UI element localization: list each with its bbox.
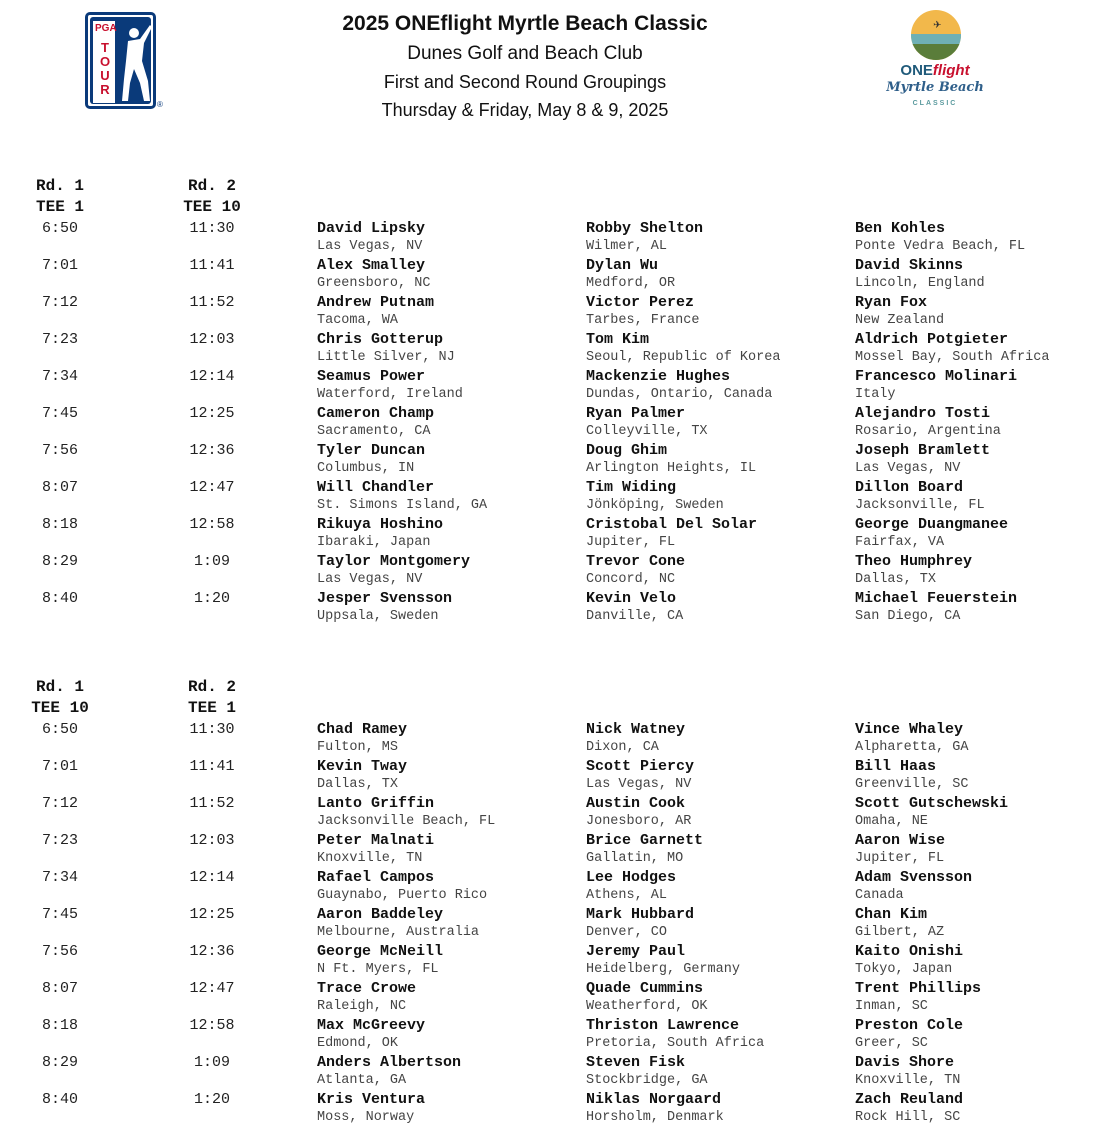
rd1-tee-time: 8:40 bbox=[41, 1091, 78, 1108]
rd1-tee-time: 7:45 bbox=[41, 906, 78, 923]
player-entry bbox=[586, 1091, 851, 1127]
player-entry bbox=[586, 368, 851, 404]
player-name: Chris Gotterup bbox=[317, 331, 444, 348]
player-hometown: Las Vegas, NV bbox=[317, 239, 423, 254]
player-entry bbox=[855, 795, 1095, 831]
player-name: Lee Hodges bbox=[586, 869, 677, 886]
player-name: Seamus Power bbox=[317, 368, 426, 385]
group-row bbox=[0, 869, 1095, 906]
player-entry bbox=[855, 1054, 1095, 1090]
player-hometown: Heidelberg, Germany bbox=[586, 962, 740, 977]
venue-name: Dunes Golf and Beach Club bbox=[407, 43, 643, 64]
player-entry bbox=[317, 721, 582, 757]
player-name: Rikuya Hoshino bbox=[317, 516, 444, 533]
rd1-tee-time: 7:01 bbox=[41, 257, 78, 274]
player-hometown: Moss, Norway bbox=[317, 1110, 415, 1125]
player-name: Scott Gutschewski bbox=[855, 795, 1009, 812]
player-name: Aaron Wise bbox=[855, 832, 946, 849]
group-row bbox=[0, 516, 1095, 553]
player-name: Ryan Palmer bbox=[586, 405, 686, 422]
rd2-tee-time: 12:58 bbox=[189, 1017, 235, 1034]
player-hometown: Little Silver, NJ bbox=[317, 350, 455, 365]
group-row bbox=[0, 906, 1095, 943]
group-row bbox=[0, 758, 1095, 795]
oneflight-classic: CLASSIC bbox=[912, 100, 958, 107]
player-entry bbox=[586, 832, 851, 868]
player-hometown: San Diego, CA bbox=[855, 609, 961, 624]
rd2-tee-time: 1:09 bbox=[193, 1054, 230, 1071]
player-name: Jeremy Paul bbox=[586, 943, 686, 960]
rd1-tee-time: 8:07 bbox=[41, 980, 78, 997]
rd2-tee-time: 11:52 bbox=[189, 795, 235, 812]
player-name: Zach Reuland bbox=[855, 1091, 964, 1108]
player-name: David Skinns bbox=[855, 257, 964, 274]
rd2-tee-time: 1:09 bbox=[193, 553, 230, 570]
player-hometown: Omaha, NE bbox=[855, 814, 928, 829]
player-name: Brice Garnett bbox=[586, 832, 704, 849]
player-entry bbox=[855, 721, 1095, 757]
round-description: First and Second Round Groupings bbox=[383, 72, 667, 92]
player-hometown: Las Vegas, NV bbox=[586, 777, 692, 792]
player-name: Taylor Montgomery bbox=[317, 553, 471, 570]
player-entry bbox=[855, 906, 1095, 942]
group-row bbox=[0, 257, 1095, 294]
event-dates: Thursday & Friday, May 8 & 9, 2025 bbox=[381, 100, 669, 120]
player-entry bbox=[317, 368, 582, 404]
player-hometown: Dallas, TX bbox=[317, 777, 399, 792]
player-entry bbox=[855, 257, 1095, 293]
group-row bbox=[0, 331, 1095, 368]
player-entry bbox=[586, 943, 851, 979]
player-hometown: St. Simons Island, GA bbox=[317, 498, 488, 513]
player-entry bbox=[855, 294, 1095, 330]
group-row bbox=[0, 553, 1095, 590]
player-entry bbox=[586, 553, 851, 589]
group-row bbox=[0, 1017, 1095, 1054]
player-entry bbox=[855, 590, 1095, 626]
player-entry bbox=[317, 590, 582, 626]
player-hometown: Inman, SC bbox=[855, 999, 928, 1014]
player-name: Niklas Norgaard bbox=[586, 1091, 722, 1108]
player-name: Chad Ramey bbox=[317, 721, 408, 738]
player-name: Aldrich Potgieter bbox=[855, 331, 1009, 348]
rd2-tee: TEE 1 bbox=[187, 699, 236, 717]
rd2-tee: TEE 10 bbox=[183, 198, 241, 216]
player-hometown: Uppsala, Sweden bbox=[317, 609, 439, 624]
player-entry bbox=[586, 721, 851, 757]
player-hometown: Rosario, Argentina bbox=[855, 424, 1001, 439]
player-hometown: Canada bbox=[855, 888, 904, 903]
player-hometown: Gilbert, AZ bbox=[855, 925, 945, 940]
rd1-tee-time: 7:34 bbox=[41, 368, 78, 385]
player-name: Chan Kim bbox=[855, 906, 928, 923]
group-row bbox=[0, 405, 1095, 442]
player-entry bbox=[317, 758, 582, 794]
player-hometown: Las Vegas, NV bbox=[317, 572, 423, 587]
player-entry bbox=[317, 294, 582, 330]
player-entry bbox=[855, 553, 1095, 589]
player-entry bbox=[317, 553, 582, 589]
group-row bbox=[0, 943, 1095, 980]
player-hometown: Jupiter, FL bbox=[855, 851, 945, 866]
player-name: Scott Piercy bbox=[586, 758, 695, 775]
player-name: Aaron Baddeley bbox=[317, 906, 444, 923]
player-hometown: Columbus, IN bbox=[317, 461, 415, 476]
player-entry bbox=[586, 869, 851, 905]
player-entry bbox=[586, 1054, 851, 1090]
player-entry bbox=[855, 980, 1095, 1016]
player-hometown: N Ft. Myers, FL bbox=[317, 962, 439, 977]
rd2-tee-time: 11:30 bbox=[189, 721, 235, 738]
pga-tour-logo bbox=[85, 12, 156, 109]
rd2-tee-time: 12:36 bbox=[189, 943, 235, 960]
rd1-tee-time: 7:01 bbox=[41, 758, 78, 775]
player-entry bbox=[586, 294, 851, 330]
player-name: Nick Watney bbox=[586, 721, 686, 738]
rd1-tee-time: 7:34 bbox=[41, 869, 78, 886]
player-name: Trent Phillips bbox=[855, 980, 982, 997]
player-entry bbox=[317, 220, 582, 256]
player-hometown: Alpharetta, GA bbox=[855, 740, 969, 755]
rd1-tee-time: 7:12 bbox=[41, 795, 78, 812]
player-entry bbox=[855, 869, 1095, 905]
rd2-tee-time: 1:20 bbox=[193, 1091, 230, 1108]
player-entry bbox=[317, 257, 582, 293]
player-name: Andrew Putnam bbox=[317, 294, 435, 311]
player-hometown: Jönköping, Sweden bbox=[586, 498, 724, 513]
player-hometown: Greer, SC bbox=[855, 1036, 928, 1051]
player-hometown: Atlanta, GA bbox=[317, 1073, 407, 1088]
player-hometown: Medford, OR bbox=[586, 276, 676, 291]
player-name: Trace Crowe bbox=[317, 980, 417, 997]
player-name: Rafael Campos bbox=[317, 869, 435, 886]
player-hometown: Tokyo, Japan bbox=[855, 962, 953, 977]
player-name: George Duangmanee bbox=[855, 516, 1009, 533]
rd1-tee-time: 7:45 bbox=[41, 405, 78, 422]
player-hometown: Ponte Vedra Beach, FL bbox=[855, 239, 1026, 254]
player-hometown: Jacksonville Beach, FL bbox=[317, 814, 496, 829]
player-name: Tyler Duncan bbox=[317, 442, 426, 459]
rd2-tee-time: 12:47 bbox=[189, 479, 235, 496]
player-hometown: Fulton, MS bbox=[317, 740, 399, 755]
rd2-tee-time: 11:52 bbox=[189, 294, 235, 311]
group-row bbox=[0, 795, 1095, 832]
player-name: Kevin Velo bbox=[586, 590, 677, 607]
rd1-tee-time: 7:23 bbox=[41, 331, 78, 348]
player-hometown: Wilmer, AL bbox=[586, 239, 668, 254]
rd2-tee-time: 12:14 bbox=[189, 368, 235, 385]
oneflight-logo bbox=[885, 10, 985, 115]
player-name: Mark Hubbard bbox=[586, 906, 695, 923]
player-entry bbox=[317, 906, 582, 942]
rd2-label: Rd. 2 bbox=[187, 177, 236, 195]
player-entry bbox=[855, 758, 1095, 794]
rd2-tee-time: 12:36 bbox=[189, 442, 235, 459]
rd2-tee-time: 12:25 bbox=[189, 405, 235, 422]
player-entry bbox=[317, 1054, 582, 1090]
player-hometown: New Zealand bbox=[855, 313, 945, 328]
player-name: Kevin Tway bbox=[317, 758, 408, 775]
player-hometown: Denver, CO bbox=[586, 925, 668, 940]
player-entry bbox=[586, 257, 851, 293]
player-hometown: Raleigh, NC bbox=[317, 999, 407, 1014]
group-row bbox=[0, 832, 1095, 869]
player-name: Preston Cole bbox=[855, 1017, 964, 1034]
player-entry bbox=[855, 479, 1095, 515]
player-hometown: Fairfax, VA bbox=[855, 535, 945, 550]
player-entry bbox=[586, 405, 851, 441]
player-hometown: Dixon, CA bbox=[586, 740, 659, 755]
player-entry bbox=[317, 1091, 582, 1127]
player-entry bbox=[317, 795, 582, 831]
player-hometown: Rock Hill, SC bbox=[855, 1110, 961, 1125]
player-entry bbox=[586, 906, 851, 942]
rd1-tee-time: 7:12 bbox=[41, 294, 78, 311]
pga-logo-text: PGA bbox=[95, 23, 117, 34]
rd1-tee-time: 8:40 bbox=[41, 590, 78, 607]
player-hometown: Weatherford, OK bbox=[586, 999, 708, 1014]
player-name: Kris Ventura bbox=[317, 1091, 426, 1108]
oneflight-wordmark: ONEflight bbox=[900, 62, 970, 79]
player-hometown: Lincoln, England bbox=[855, 276, 985, 291]
player-name: Max McGreevy bbox=[317, 1017, 426, 1034]
player-name: Quade Cummins bbox=[586, 980, 704, 997]
rd1-tee-time: 7:56 bbox=[41, 943, 78, 960]
rd2-label: Rd. 2 bbox=[187, 678, 236, 696]
rd1-tee-time: 8:07 bbox=[41, 479, 78, 496]
player-entry bbox=[317, 331, 582, 367]
player-name: Vince Whaley bbox=[855, 721, 964, 738]
player-name: Peter Malnati bbox=[317, 832, 435, 849]
player-hometown: Las Vegas, NV bbox=[855, 461, 961, 476]
player-name: Robby Shelton bbox=[586, 220, 704, 237]
player-entry bbox=[317, 832, 582, 868]
player-entry bbox=[317, 980, 582, 1016]
group-row bbox=[0, 1091, 1095, 1128]
group-row bbox=[0, 479, 1095, 516]
player-name: Michael Feuerstein bbox=[855, 590, 1018, 607]
player-hometown: Arlington Heights, IL bbox=[586, 461, 757, 476]
player-hometown: Jupiter, FL bbox=[586, 535, 676, 550]
player-name: Lanto Griffin bbox=[317, 795, 435, 812]
player-entry bbox=[586, 1017, 851, 1053]
player-hometown: Tarbes, France bbox=[586, 313, 700, 328]
rd1-tee-time: 7:23 bbox=[41, 832, 78, 849]
player-name: Cameron Champ bbox=[317, 405, 435, 422]
player-name: Kaito Onishi bbox=[855, 943, 964, 960]
player-entry bbox=[317, 869, 582, 905]
page-title: 2025 ONEflight Myrtle Beach Classic bbox=[342, 12, 708, 35]
group-row bbox=[0, 590, 1095, 627]
player-name: David Lipsky bbox=[317, 220, 426, 237]
player-hometown: Danville, CA bbox=[586, 609, 684, 624]
player-name: Dylan Wu bbox=[586, 257, 659, 274]
player-name: Cristobal Del Solar bbox=[586, 516, 758, 533]
player-hometown: Ibaraki, Japan bbox=[317, 535, 431, 550]
player-hometown: Jonesboro, AR bbox=[586, 814, 692, 829]
player-name: Will Chandler bbox=[317, 479, 435, 496]
player-name: Thriston Lawrence bbox=[586, 1017, 740, 1034]
player-name: Theo Humphrey bbox=[855, 553, 973, 570]
player-entry bbox=[317, 943, 582, 979]
player-name: Jesper Svensson bbox=[317, 590, 453, 607]
player-name: Joseph Bramlett bbox=[855, 442, 991, 459]
player-entry bbox=[855, 943, 1095, 979]
group-row bbox=[0, 1054, 1095, 1091]
player-hometown: Greensboro, NC bbox=[317, 276, 431, 291]
player-hometown: Pretoria, South Africa bbox=[586, 1036, 765, 1051]
player-hometown: Tacoma, WA bbox=[317, 313, 399, 328]
player-hometown: Gallatin, MO bbox=[586, 851, 684, 866]
rd1-label: Rd. 1 bbox=[35, 177, 84, 195]
player-name: Davis Shore bbox=[855, 1054, 955, 1071]
rd1-tee-time: 7:56 bbox=[41, 442, 78, 459]
tour-logo-letters: T O U R bbox=[99, 40, 111, 97]
group-row bbox=[0, 980, 1095, 1017]
player-hometown: Greenville, SC bbox=[855, 777, 969, 792]
player-entry bbox=[855, 220, 1095, 256]
title-block bbox=[250, 8, 800, 124]
player-name: Austin Cook bbox=[586, 795, 686, 812]
player-entry bbox=[855, 516, 1095, 552]
player-name: George McNeill bbox=[317, 943, 444, 960]
player-name: Adam Svensson bbox=[855, 869, 973, 886]
player-name: Steven Fisk bbox=[586, 1054, 686, 1071]
page-header bbox=[0, 0, 1095, 140]
player-hometown: Horsholm, Denmark bbox=[586, 1110, 724, 1125]
player-hometown: Stockbridge, GA bbox=[586, 1073, 708, 1088]
player-entry bbox=[855, 1017, 1095, 1053]
player-entry bbox=[586, 442, 851, 478]
player-entry bbox=[586, 220, 851, 256]
player-hometown: Mossel Bay, South Africa bbox=[855, 350, 1050, 365]
rd2-tee-time: 12:25 bbox=[189, 906, 235, 923]
player-entry bbox=[586, 795, 851, 831]
rd1-tee-time: 8:18 bbox=[41, 1017, 78, 1034]
player-entry bbox=[855, 1091, 1095, 1127]
rd1-tee: TEE 1 bbox=[35, 198, 84, 216]
player-hometown: Seoul, Republic of Korea bbox=[586, 350, 781, 365]
player-entry bbox=[586, 590, 851, 626]
rd1-tee-time: 8:29 bbox=[41, 1054, 78, 1071]
player-entry bbox=[317, 479, 582, 515]
rd2-tee-time: 11:41 bbox=[189, 257, 235, 274]
player-hometown: Guaynabo, Puerto Rico bbox=[317, 888, 488, 903]
group-row bbox=[0, 368, 1095, 405]
player-hometown: Melbourne, Australia bbox=[317, 925, 480, 940]
player-hometown: Dundas, Ontario, Canada bbox=[586, 387, 773, 402]
player-name: Mackenzie Hughes bbox=[586, 368, 731, 385]
player-entry bbox=[855, 368, 1095, 404]
player-entry bbox=[317, 1017, 582, 1053]
rd1-tee: TEE 10 bbox=[31, 699, 89, 717]
player-entry bbox=[586, 980, 851, 1016]
player-hometown: Knoxville, TN bbox=[855, 1073, 961, 1088]
player-name: Doug Ghim bbox=[586, 442, 668, 459]
player-name: Tim Widing bbox=[586, 479, 677, 496]
player-hometown: Edmond, OK bbox=[317, 1036, 399, 1051]
player-name: Francesco Molinari bbox=[855, 368, 1018, 385]
rd2-tee-time: 12:14 bbox=[189, 869, 235, 886]
player-hometown: Sacramento, CA bbox=[317, 424, 431, 439]
rd2-tee-time: 12:58 bbox=[189, 516, 235, 533]
registered-mark: ® bbox=[157, 100, 163, 109]
player-entry bbox=[855, 442, 1095, 478]
player-hometown: Waterford, Ireland bbox=[317, 387, 463, 402]
oneflight-place: Myrtle Beach bbox=[886, 80, 984, 95]
group-row bbox=[0, 220, 1095, 257]
player-hometown: Dallas, TX bbox=[855, 572, 937, 587]
player-entry bbox=[586, 516, 851, 552]
player-hometown: Colleyville, TX bbox=[586, 424, 708, 439]
player-entry bbox=[855, 405, 1095, 441]
player-name: Trevor Cone bbox=[586, 553, 686, 570]
player-hometown: Concord, NC bbox=[586, 572, 676, 587]
player-entry bbox=[855, 832, 1095, 868]
rd2-tee-time: 1:20 bbox=[193, 590, 230, 607]
group-row bbox=[0, 442, 1095, 479]
player-hometown: Knoxville, TN bbox=[317, 851, 423, 866]
player-name: Bill Haas bbox=[855, 758, 937, 775]
rd1-tee-time: 8:29 bbox=[41, 553, 78, 570]
rd2-tee-time: 12:47 bbox=[189, 980, 235, 997]
rd1-tee-time: 6:50 bbox=[41, 721, 78, 738]
player-name: Anders Albertson bbox=[317, 1054, 462, 1071]
rd1-label: Rd. 1 bbox=[35, 678, 84, 696]
group-row bbox=[0, 721, 1095, 758]
player-entry bbox=[586, 331, 851, 367]
player-entry bbox=[586, 479, 851, 515]
player-name: Dillon Board bbox=[855, 479, 964, 496]
player-hometown: Italy bbox=[855, 387, 896, 402]
player-name: Victor Perez bbox=[586, 294, 695, 311]
player-entry bbox=[855, 331, 1095, 367]
golfer-silhouette-icon bbox=[114, 21, 154, 107]
player-name: Tom Kim bbox=[586, 331, 650, 348]
group-row bbox=[0, 294, 1095, 331]
player-name: Ben Kohles bbox=[855, 220, 946, 237]
player-name: Alex Smalley bbox=[317, 257, 426, 274]
rd2-tee-time: 12:03 bbox=[189, 331, 235, 348]
player-entry bbox=[317, 442, 582, 478]
player-entry bbox=[317, 516, 582, 552]
rd2-tee-time: 11:41 bbox=[189, 758, 235, 775]
player-hometown: Athens, AL bbox=[586, 888, 668, 903]
rd1-tee-time: 6:50 bbox=[41, 220, 78, 237]
rd2-tee-time: 12:03 bbox=[189, 832, 235, 849]
player-entry bbox=[317, 405, 582, 441]
player-name: Alejandro Tosti bbox=[855, 405, 991, 422]
player-name: Ryan Fox bbox=[855, 294, 928, 311]
player-entry bbox=[586, 758, 851, 794]
rd2-tee-time: 11:30 bbox=[189, 220, 235, 237]
player-hometown: Jacksonville, FL bbox=[855, 498, 985, 513]
sunset-icon: ✈ bbox=[911, 10, 961, 60]
rd1-tee-time: 8:18 bbox=[41, 516, 78, 533]
